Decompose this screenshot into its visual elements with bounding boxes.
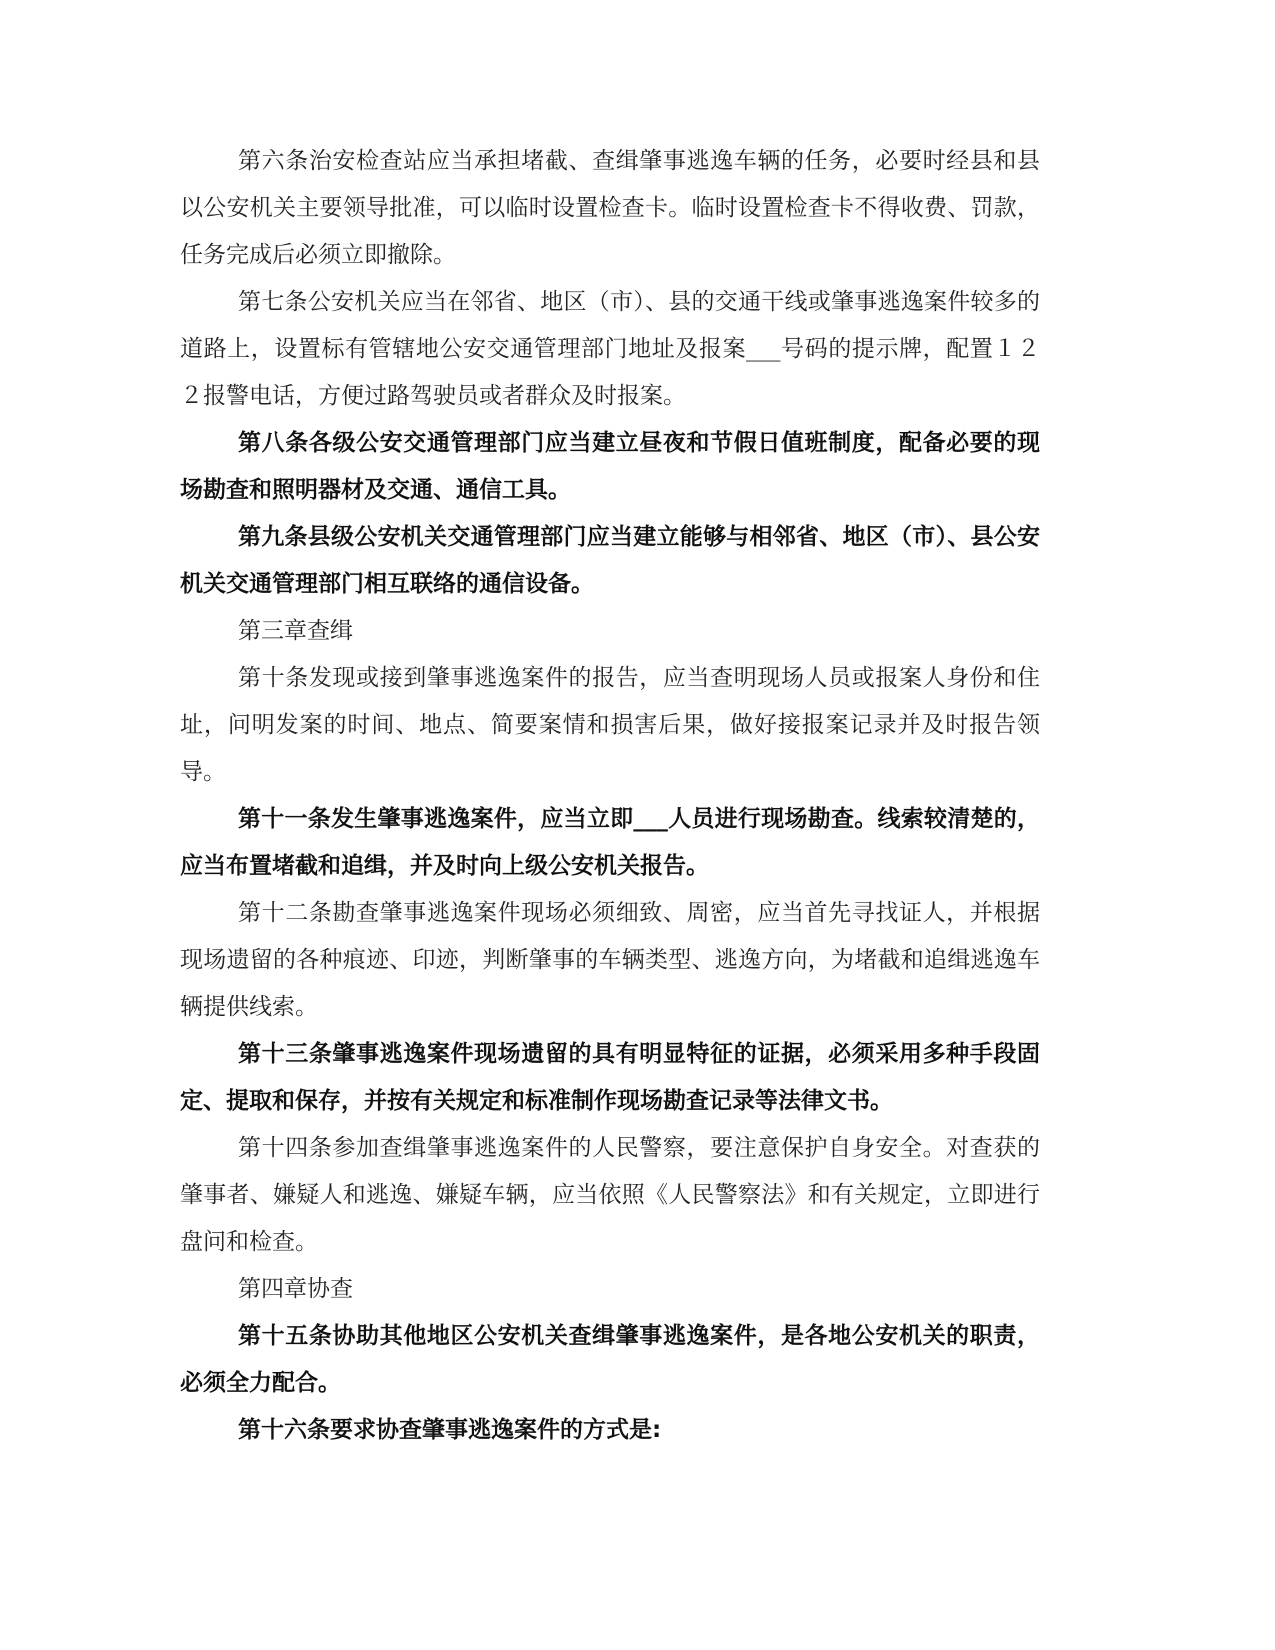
article-13-paragraph: 第十三条肇事逃逸案件现场遗留的具有明显特征的证据，必须采用多种手段固定、提取和保存，并按有关规定和标准制作现场勘查记录等法律文书。 bbox=[180, 1041, 1040, 1114]
article-15-paragraph: 第十五条协助其他地区公安机关查缉肇事逃逸案件，是各地公安机关的职责，必须全力配合。 bbox=[180, 1323, 1040, 1396]
article-10-paragraph: 第十条发现或接到肇事逃逸案件的报告，应当查明现场人员或报案人身份和住址，问明发案的时间、地点、简要案情和损害后果，做好接报案记录并及时报告领导。 bbox=[180, 665, 1040, 785]
chapter-4-heading: 第四章协查 bbox=[238, 1276, 353, 1302]
article-6-paragraph: 第六条治安检查站应当承担堵截、查缉肇事逃逸车辆的任务，必要时经县和县以公安机关主要领导批准，可以临时设置检查卡。临时设置检查卡不得收费、罚款，任务完成后必须立即撤除。 bbox=[180, 148, 1040, 268]
article-8-paragraph: 第八条各级公安交通管理部门应当建立昼夜和节假日值班制度，配备必要的现场勘查和照明器材及交通、通信工具。 bbox=[180, 430, 1040, 503]
article-11-paragraph: 第十一条发生肇事逃逸案件，应当立即___人员进行现场勘查。线索较清楚的，应当布置堵截和追缉，并及时向上级公安机关报告。 bbox=[180, 806, 1040, 879]
article-7-paragraph: 第七条公安机关应当在邻省、地区（市）、县的交通干线或肇事逃逸案件较多的道路上，设置标有管辖地公安交通管理部门地址及报案___号码的提示牌，配置１２２报警电话，方便过路驾驶员或者群众及时报案。 bbox=[180, 289, 1040, 409]
chapter-3-heading: 第三章查缉 bbox=[238, 618, 353, 644]
article-14-paragraph: 第十四条参加查缉肇事逃逸案件的人民警察，要注意保护自身安全。对查获的肇事者、嫌疑人和逃逸、嫌疑车辆，应当依照《人民警察法》和有关规定，立即进行盘问和检查。 bbox=[180, 1135, 1040, 1255]
article-12-paragraph: 第十二条勘查肇事逃逸案件现场必须细致、周密，应当首先寻找证人，并根据现场遗留的各种痕迹、印迹，判断肇事的车辆类型、逃逸方向，为堵截和追缉逃逸车辆提供线索。 bbox=[180, 900, 1040, 1020]
article-16-paragraph: 第十六条要求协查肇事逃逸案件的方式是: bbox=[238, 1417, 662, 1443]
document-page bbox=[180, 138, 1040, 1454]
article-9-paragraph: 第九条县级公安机关交通管理部门应当建立能够与相邻省、地区（市）、县公安机关交通管理部门相互联络的通信设备。 bbox=[180, 524, 1040, 597]
